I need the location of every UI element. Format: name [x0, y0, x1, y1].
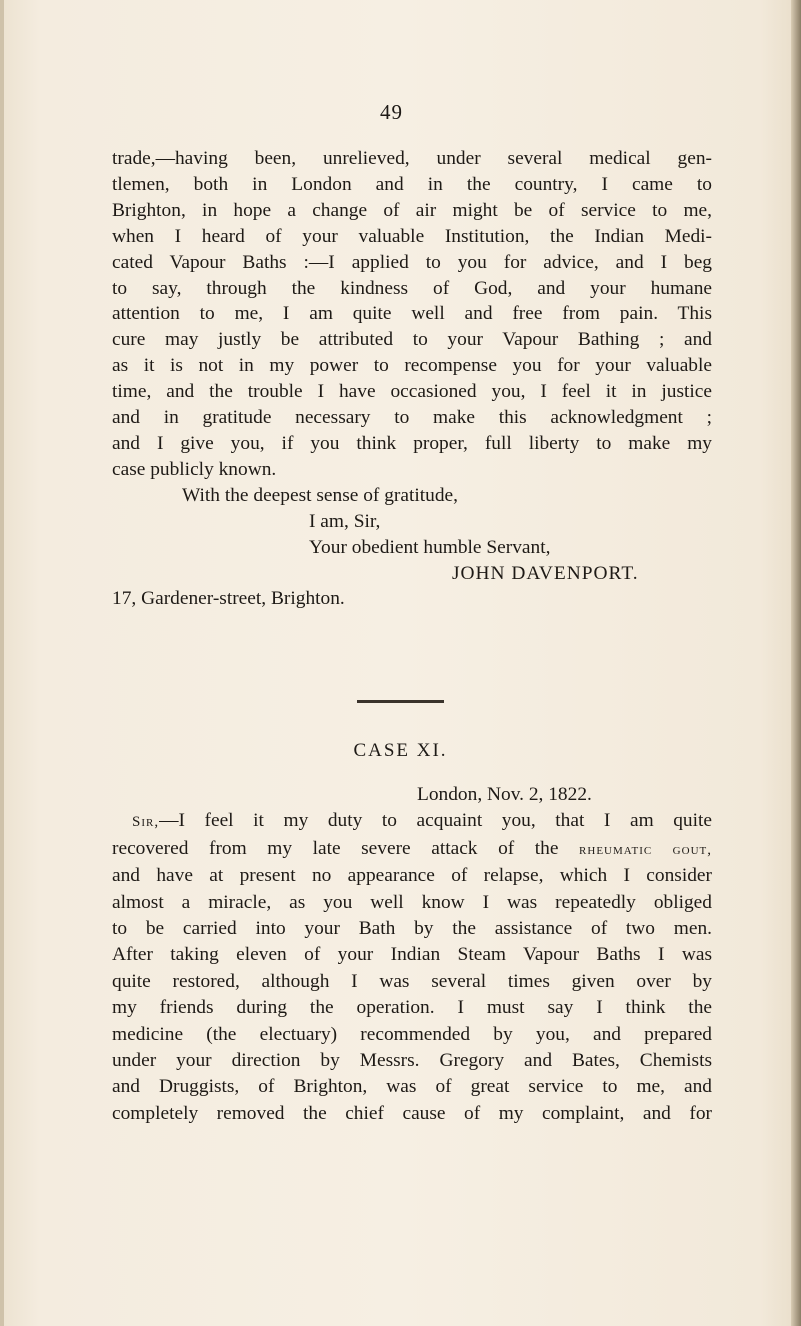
text-line: tlemen, both in London and in the country, I came to: [112, 173, 712, 195]
closing-gratitude: With the deepest sense of gratitude,: [182, 484, 458, 506]
letter-first-line: [112, 808, 712, 835]
page-number: 49: [380, 100, 403, 124]
salutation: Sir,: [132, 814, 160, 831]
text-line: to say, through the kindness of God, and your humane: [112, 277, 712, 299]
text-line: quite restored, although I was several times given over by: [112, 970, 712, 992]
text-line: completely removed the chief cause of my complaint, and for: [112, 1102, 712, 1124]
text-line: and have at present no appearance of relapse, which I consider: [112, 865, 712, 887]
letter-second-line: [112, 836, 712, 863]
text-line: my friends during the operation. I must say I think the: [112, 997, 712, 1019]
text-line: After taking eleven of your Indian Steam Vapour Baths I was: [112, 944, 712, 966]
testimonial-paragraph: [112, 146, 712, 612]
dateline: London, Nov. 2, 1822.: [417, 784, 592, 805]
text-line: almost a miracle, as you well know I was repeatedly obliged: [112, 891, 712, 913]
text-line: attention to me, I am quite well and free from pain. This: [112, 303, 712, 325]
text-line: trade,—having been, unrelieved, under several medical gen-: [112, 148, 712, 169]
disease-name: rheumatic gout,: [579, 841, 712, 858]
text-line: to be carried into your Bath by the assistance of two men.: [112, 918, 712, 940]
page-right-edge: [791, 0, 801, 1326]
text-line: as it is not in my power to recompense you for your valuable: [112, 355, 712, 377]
text-line: case publicly known.: [112, 458, 277, 480]
closing-i-am-sir: I am, Sir,: [309, 510, 381, 532]
section-divider: [357, 700, 444, 703]
text-line: under your direction by Messrs. Gregory and Bates, Chemists: [112, 1050, 712, 1072]
text-line: and I give you, if you think proper, full liberty to make my: [112, 432, 712, 454]
page-left-edge: [0, 0, 4, 1326]
text-line: and Druggists, of Brighton, was of great service to me, and: [112, 1076, 712, 1098]
letter-line-pre: recovered from my late severe attack of the: [112, 837, 580, 859]
signature: JOHN DAVENPORT.: [452, 562, 639, 584]
text-line: Brighton, in hope a change of air might be of service to me,: [112, 199, 712, 221]
closing-servant: Your obedient humble Servant,: [309, 536, 551, 558]
text-line: when I heard of your valuable Institution, the Indian Medi-: [112, 225, 712, 247]
case-letter: [112, 782, 712, 1127]
case-heading: CASE XI.: [353, 740, 448, 761]
text-line: cated Vapour Baths :—I applied to you for advice, and I beg: [112, 251, 712, 273]
text-line: time, and the trouble I have occasioned you, I feel it in justice: [112, 381, 712, 403]
text-line: medicine (the electuary) recommended by you, and prepared: [112, 1023, 712, 1045]
text-line: cure may justly be attributed to your Vapour Bathing ; and: [112, 329, 712, 351]
text-line: and in gratitude necessary to make this acknowledgment ;: [112, 407, 712, 429]
letter-line-rest: —I feel it my duty to acquaint you, that I am quite: [159, 810, 712, 832]
address: 17, Gardener-street, Brighton.: [112, 588, 345, 610]
